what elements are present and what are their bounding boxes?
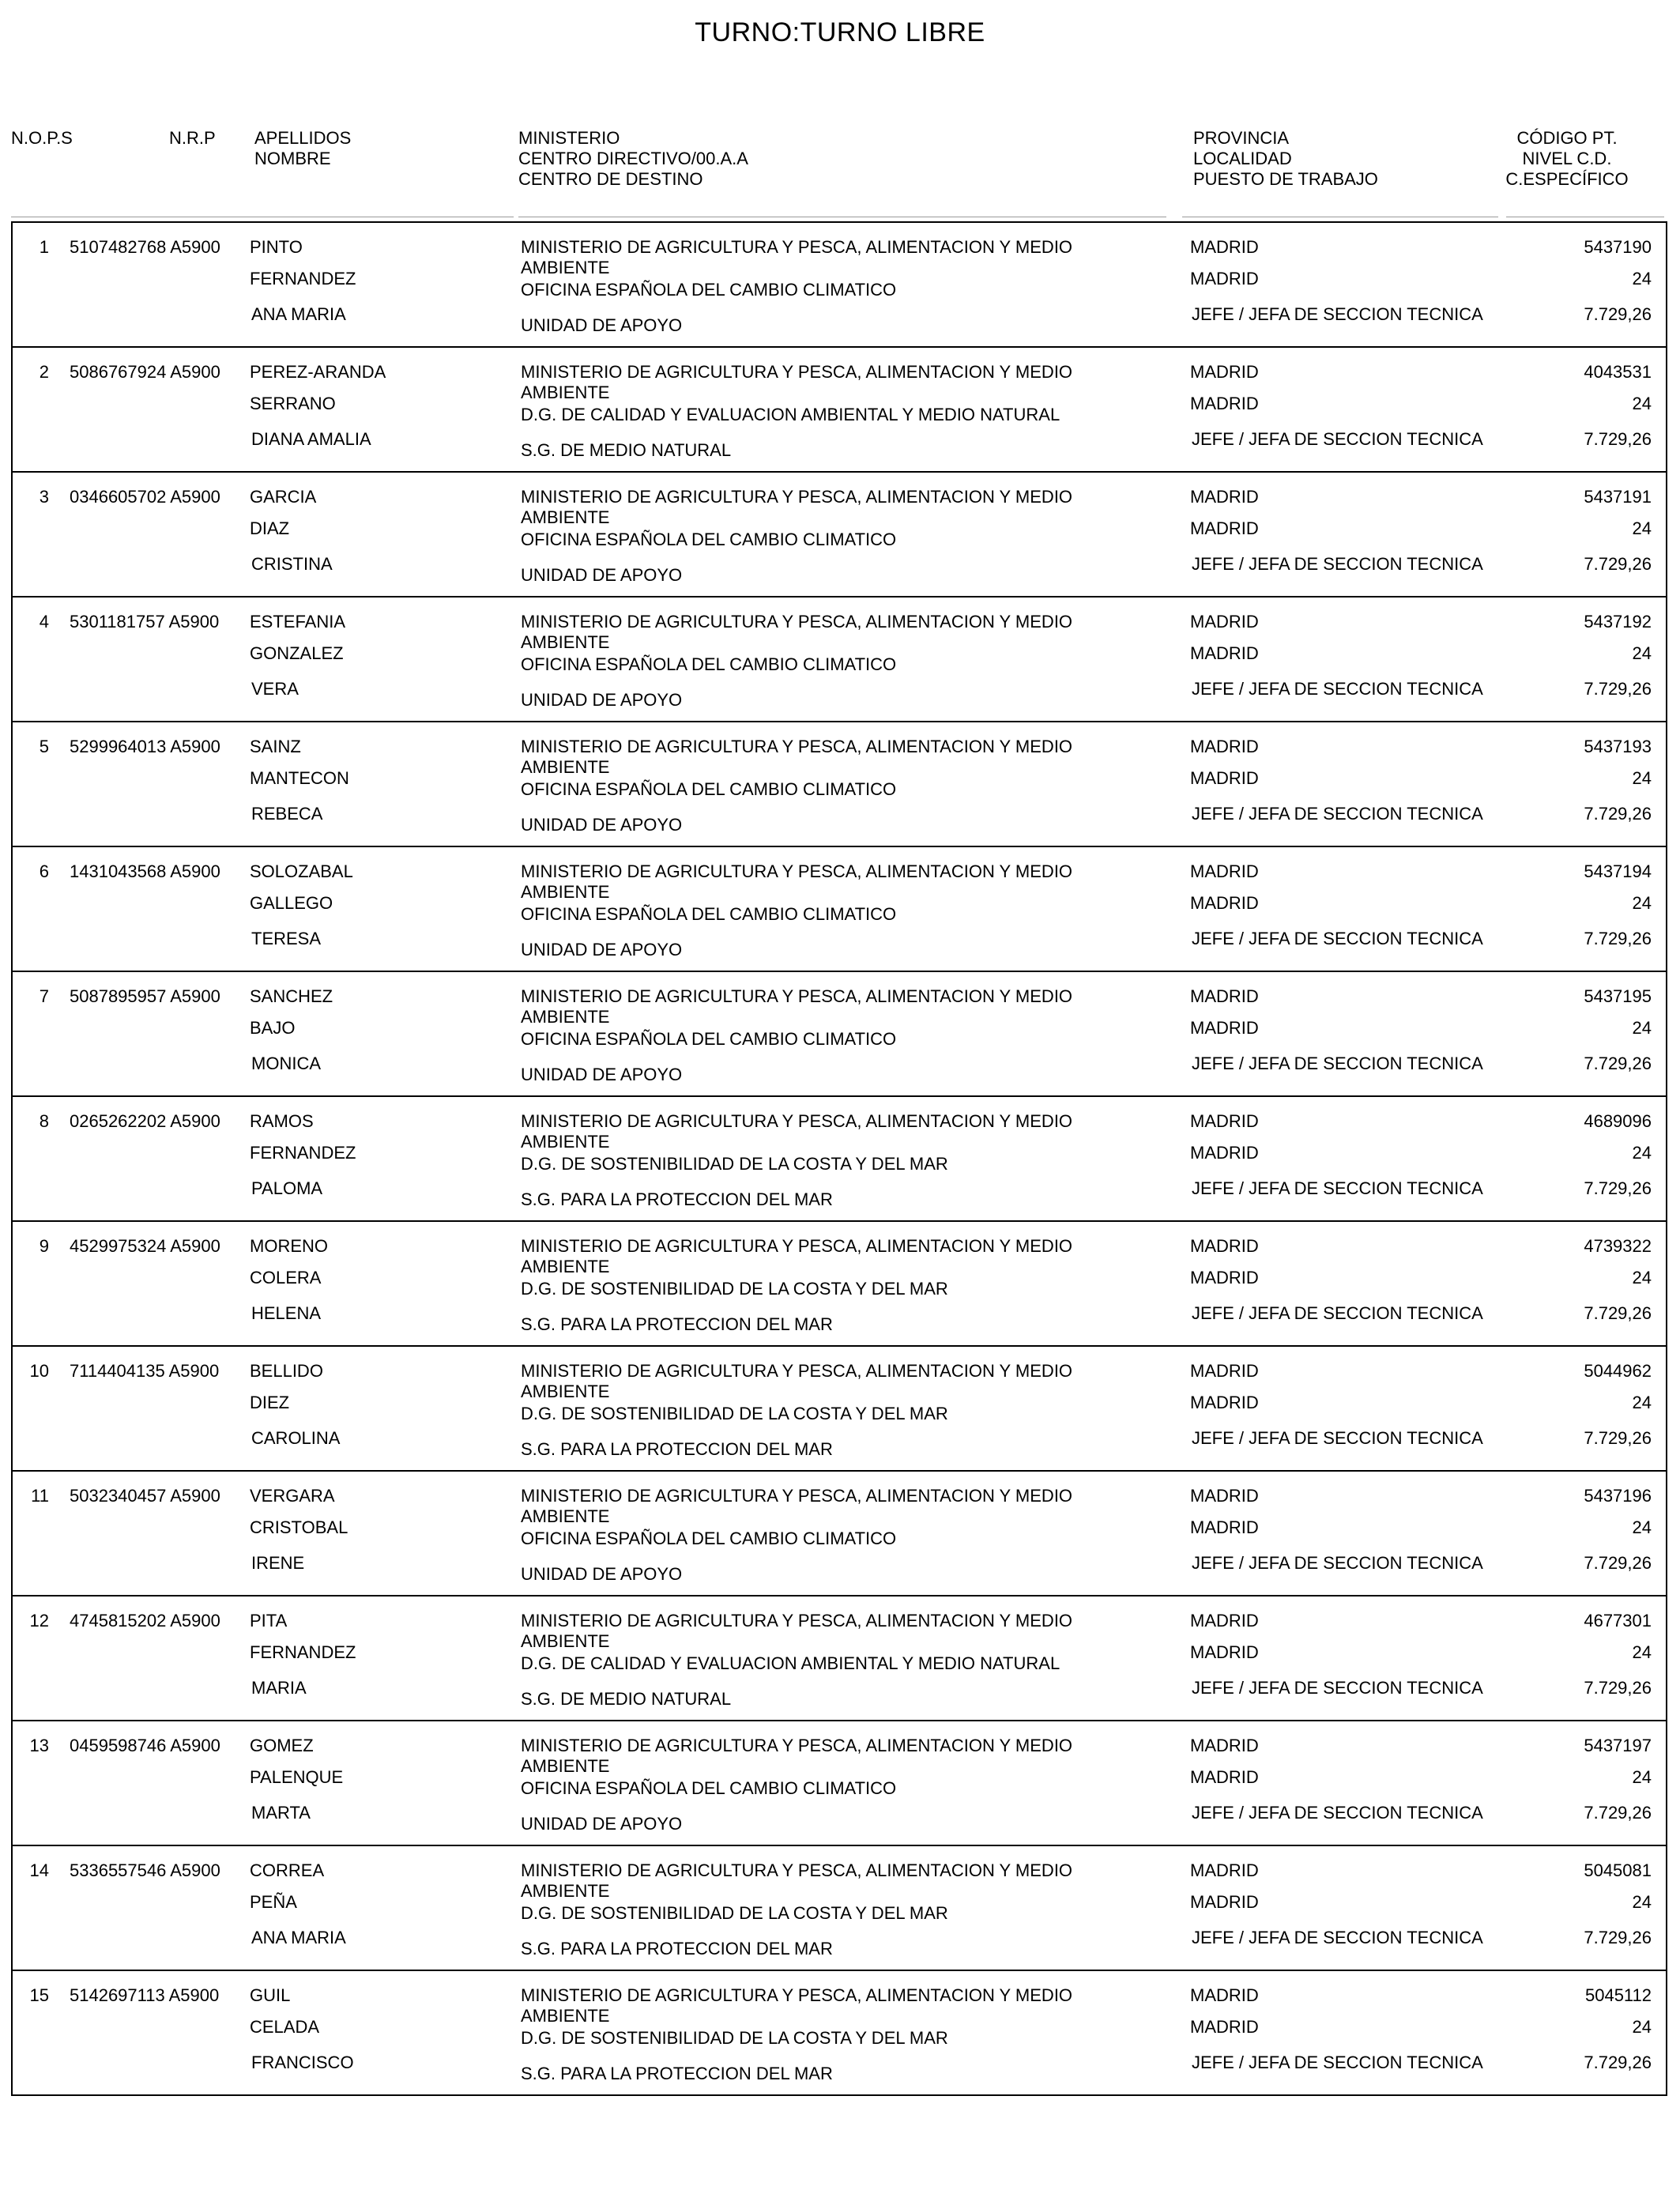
record-provincia: MADRID bbox=[1190, 1111, 1259, 1131]
record-puesto: JEFE / JEFA DE SECCION TECNICA bbox=[1192, 304, 1483, 324]
record-nrp: 4529975324 A5900 bbox=[70, 1236, 220, 1256]
record-puesto: JEFE / JEFA DE SECCION TECNICA bbox=[1192, 679, 1483, 699]
header-codigo: CÓDIGO PT. NIVEL C.D. C.ESPECÍFICO bbox=[1505, 128, 1629, 189]
record-first-name: TERESA bbox=[251, 929, 322, 948]
record-nrp: 4745815202 A5900 bbox=[70, 1611, 220, 1630]
record-ministerio-cont: AMBIENTE bbox=[521, 882, 610, 902]
record-ministerio: MINISTERIO DE AGRICULTURA Y PESCA, ALIMENTACION Y MEDIO bbox=[521, 1361, 1073, 1381]
record-provincia: MADRID bbox=[1190, 362, 1259, 382]
record-surname-1: SOLOZABAL bbox=[250, 861, 353, 881]
record-provincia: MADRID bbox=[1190, 1611, 1259, 1630]
record-provincia: MADRID bbox=[1190, 1486, 1259, 1506]
record-puesto: JEFE / JEFA DE SECCION TECNICA bbox=[1192, 929, 1483, 948]
record-row bbox=[13, 1472, 1666, 1596]
record-centro-destino: UNIDAD DE APOYO bbox=[521, 815, 683, 835]
record-number: 10 bbox=[29, 1361, 49, 1381]
record-centro-destino: UNIDAD DE APOYO bbox=[521, 565, 683, 585]
record-codigo-pt: 5437190 bbox=[1584, 237, 1652, 257]
record-centro-destino: S.G. DE MEDIO NATURAL bbox=[521, 1689, 732, 1709]
record-surname-2: BAJO bbox=[250, 1018, 296, 1038]
record-localidad: MADRID bbox=[1190, 1517, 1259, 1537]
record-nivel-cd: 24 bbox=[1632, 893, 1652, 913]
record-codigo-pt: 4739322 bbox=[1584, 1236, 1652, 1256]
record-ministerio: MINISTERIO DE AGRICULTURA Y PESCA, ALIMENTACION Y MEDIO bbox=[521, 986, 1073, 1006]
record-ministerio: MINISTERIO DE AGRICULTURA Y PESCA, ALIMENTACION Y MEDIO bbox=[521, 1736, 1073, 1755]
record-surname-2: FERNANDEZ bbox=[250, 1642, 356, 1662]
record-centro-directivo: OFICINA ESPAÑOLA DEL CAMBIO CLIMATICO bbox=[521, 1529, 897, 1548]
record-ministerio-cont: AMBIENTE bbox=[521, 258, 610, 277]
record-nivel-cd: 24 bbox=[1632, 1517, 1652, 1537]
record-codigo-pt: 4677301 bbox=[1584, 1611, 1652, 1630]
record-especifico: 7.729,26 bbox=[1584, 1303, 1652, 1323]
record-surname-2: DIAZ bbox=[250, 518, 290, 538]
record-surname-1: SANCHEZ bbox=[250, 986, 333, 1006]
record-surname-1: VERGARA bbox=[250, 1486, 335, 1506]
record-codigo-pt: 5045081 bbox=[1584, 1860, 1652, 1880]
record-puesto: JEFE / JEFA DE SECCION TECNICA bbox=[1192, 1928, 1483, 1947]
record-nrp: 0265262202 A5900 bbox=[70, 1111, 220, 1131]
record-puesto: JEFE / JEFA DE SECCION TECNICA bbox=[1192, 1678, 1483, 1698]
record-provincia: MADRID bbox=[1190, 487, 1259, 507]
record-provincia: MADRID bbox=[1190, 1736, 1259, 1755]
record-nivel-cd: 24 bbox=[1632, 394, 1652, 413]
record-puesto: JEFE / JEFA DE SECCION TECNICA bbox=[1192, 804, 1483, 824]
record-row bbox=[13, 1721, 1666, 1846]
record-centro-directivo: D.G. DE SOSTENIBILIDAD DE LA COSTA Y DEL MAR bbox=[521, 2028, 948, 2048]
record-nrp: 0459598746 A5900 bbox=[70, 1736, 220, 1755]
record-especifico: 7.729,26 bbox=[1584, 804, 1652, 824]
record-localidad: MADRID bbox=[1190, 768, 1259, 788]
record-surname-1: GARCIA bbox=[250, 487, 317, 507]
record-surname-2: CRISTOBAL bbox=[250, 1517, 348, 1537]
record-row bbox=[13, 223, 1666, 348]
record-nrp: 5142697113 A5900 bbox=[70, 1985, 220, 2005]
record-first-name: CRISTINA bbox=[251, 554, 333, 574]
record-centro-destino: UNIDAD DE APOYO bbox=[521, 1065, 683, 1084]
record-row bbox=[13, 722, 1666, 847]
record-especifico: 7.729,26 bbox=[1584, 1928, 1652, 1947]
record-localidad: MADRID bbox=[1190, 1393, 1259, 1412]
record-especifico: 7.729,26 bbox=[1584, 304, 1652, 324]
record-number: 14 bbox=[29, 1860, 49, 1880]
record-localidad: MADRID bbox=[1190, 2017, 1259, 2037]
record-surname-2: MANTECON bbox=[250, 768, 349, 788]
record-especifico: 7.729,26 bbox=[1584, 679, 1652, 699]
record-ministerio: MINISTERIO DE AGRICULTURA Y PESCA, ALIMENTACION Y MEDIO bbox=[521, 1985, 1073, 2005]
record-codigo-pt: 5045112 bbox=[1584, 1985, 1652, 2005]
record-surname-2: FERNANDEZ bbox=[250, 1143, 356, 1163]
record-centro-destino: UNIDAD DE APOYO bbox=[521, 1564, 683, 1584]
page-title: TURNO:TURNO LIBRE bbox=[695, 17, 985, 47]
record-number: 11 bbox=[31, 1486, 49, 1506]
header-provincia: PROVINCIA LOCALIDAD PUESTO DE TRABAJO bbox=[1193, 128, 1378, 189]
record-ministerio-cont: AMBIENTE bbox=[521, 507, 610, 527]
record-surname-2: GALLEGO bbox=[250, 893, 333, 913]
record-row bbox=[13, 598, 1666, 722]
record-centro-directivo: D.G. DE SOSTENIBILIDAD DE LA COSTA Y DEL MAR bbox=[521, 1154, 948, 1174]
record-ministerio-cont: AMBIENTE bbox=[521, 1257, 610, 1276]
record-localidad: MADRID bbox=[1190, 893, 1259, 913]
record-surname-2: SERRANO bbox=[250, 394, 336, 413]
record-surname-2: GONZALEZ bbox=[250, 643, 344, 663]
record-row bbox=[13, 972, 1666, 1097]
record-localidad: MADRID bbox=[1190, 269, 1259, 288]
record-row bbox=[13, 1347, 1666, 1472]
record-centro-directivo: OFICINA ESPAÑOLA DEL CAMBIO CLIMATICO bbox=[521, 1029, 897, 1049]
record-number: 4 bbox=[39, 612, 49, 631]
record-nivel-cd: 24 bbox=[1632, 643, 1652, 663]
record-row bbox=[13, 847, 1666, 972]
record-puesto: JEFE / JEFA DE SECCION TECNICA bbox=[1192, 1054, 1483, 1073]
record-number: 3 bbox=[39, 487, 49, 507]
record-especifico: 7.729,26 bbox=[1584, 1054, 1652, 1073]
record-especifico: 7.729,26 bbox=[1584, 554, 1652, 574]
record-row bbox=[13, 1971, 1666, 2094]
record-especifico: 7.729,26 bbox=[1584, 1428, 1652, 1448]
record-especifico: 7.729,26 bbox=[1584, 1553, 1652, 1573]
record-number: 2 bbox=[39, 362, 49, 382]
record-especifico: 7.729,26 bbox=[1584, 1678, 1652, 1698]
record-nrp: 0346605702 A5900 bbox=[70, 487, 220, 507]
record-number: 15 bbox=[29, 1985, 49, 2005]
record-ministerio: MINISTERIO DE AGRICULTURA Y PESCA, ALIMENTACION Y MEDIO bbox=[521, 1111, 1073, 1131]
record-ministerio-cont: AMBIENTE bbox=[521, 1881, 610, 1901]
record-centro-directivo: OFICINA ESPAÑOLA DEL CAMBIO CLIMATICO bbox=[521, 1778, 897, 1798]
header-nrp: N.R.P bbox=[169, 128, 216, 148]
record-provincia: MADRID bbox=[1190, 986, 1259, 1006]
record-puesto: JEFE / JEFA DE SECCION TECNICA bbox=[1192, 554, 1483, 574]
record-provincia: MADRID bbox=[1190, 237, 1259, 257]
record-number: 9 bbox=[39, 1236, 49, 1256]
record-ministerio: MINISTERIO DE AGRICULTURA Y PESCA, ALIMENTACION Y MEDIO bbox=[521, 487, 1073, 507]
record-localidad: MADRID bbox=[1190, 518, 1259, 538]
record-centro-directivo: OFICINA ESPAÑOLA DEL CAMBIO CLIMATICO bbox=[521, 904, 897, 924]
record-centro-destino: UNIDAD DE APOYO bbox=[521, 690, 683, 710]
record-ministerio-cont: AMBIENTE bbox=[521, 1007, 610, 1027]
record-puesto: JEFE / JEFA DE SECCION TECNICA bbox=[1192, 1553, 1483, 1573]
record-puesto: JEFE / JEFA DE SECCION TECNICA bbox=[1192, 1428, 1483, 1448]
record-provincia: MADRID bbox=[1190, 1361, 1259, 1381]
record-centro-directivo: OFICINA ESPAÑOLA DEL CAMBIO CLIMATICO bbox=[521, 654, 897, 674]
record-provincia: MADRID bbox=[1190, 1860, 1259, 1880]
record-nrp: 5087895957 A5900 bbox=[70, 986, 220, 1006]
record-nivel-cd: 24 bbox=[1632, 1642, 1652, 1662]
record-centro-destino: UNIDAD DE APOYO bbox=[521, 1814, 683, 1834]
record-number: 7 bbox=[39, 986, 49, 1006]
record-surname-1: RAMOS bbox=[250, 1111, 314, 1131]
record-centro-destino: S.G. PARA LA PROTECCION DEL MAR bbox=[521, 1439, 833, 1459]
record-ministerio-cont: AMBIENTE bbox=[521, 1631, 610, 1651]
record-centro-directivo: OFICINA ESPAÑOLA DEL CAMBIO CLIMATICO bbox=[521, 779, 897, 799]
record-first-name: ANA MARIA bbox=[251, 1928, 346, 1947]
record-localidad: MADRID bbox=[1190, 1892, 1259, 1912]
record-row bbox=[13, 1222, 1666, 1347]
record-row bbox=[13, 473, 1666, 598]
record-codigo-pt: 5437196 bbox=[1584, 1486, 1652, 1506]
record-number: 8 bbox=[39, 1111, 49, 1131]
record-row bbox=[13, 1097, 1666, 1222]
record-surname-1: GOMEZ bbox=[250, 1736, 314, 1755]
record-nivel-cd: 24 bbox=[1632, 1268, 1652, 1287]
record-nrp: 5032340457 A5900 bbox=[70, 1486, 220, 1506]
header-nops: N.O.P.S bbox=[11, 128, 73, 148]
record-surname-2: DIEZ bbox=[250, 1393, 290, 1412]
record-centro-directivo: D.G. DE CALIDAD Y EVALUACION AMBIENTAL Y MEDIO NATURAL bbox=[521, 1653, 1060, 1673]
record-codigo-pt: 5437193 bbox=[1584, 737, 1652, 756]
record-centro-destino: S.G. PARA LA PROTECCION DEL MAR bbox=[521, 1939, 833, 1958]
record-especifico: 7.729,26 bbox=[1584, 2053, 1652, 2072]
record-centro-directivo: D.G. DE SOSTENIBILIDAD DE LA COSTA Y DEL MAR bbox=[521, 1404, 948, 1423]
record-puesto: JEFE / JEFA DE SECCION TECNICA bbox=[1192, 1178, 1483, 1198]
record-surname-1: PITA bbox=[250, 1611, 288, 1630]
record-row bbox=[13, 1596, 1666, 1721]
record-localidad: MADRID bbox=[1190, 1268, 1259, 1287]
record-ministerio-cont: AMBIENTE bbox=[521, 1756, 610, 1776]
record-provincia: MADRID bbox=[1190, 1985, 1259, 2005]
record-provincia: MADRID bbox=[1190, 861, 1259, 881]
record-first-name: MARTA bbox=[251, 1803, 311, 1823]
record-ministerio: MINISTERIO DE AGRICULTURA Y PESCA, ALIMENTACION Y MEDIO bbox=[521, 237, 1073, 257]
record-row bbox=[13, 348, 1666, 473]
record-codigo-pt: 4689096 bbox=[1584, 1111, 1652, 1131]
record-centro-destino: UNIDAD DE APOYO bbox=[521, 940, 683, 959]
record-first-name: REBECA bbox=[251, 804, 323, 824]
record-ministerio: MINISTERIO DE AGRICULTURA Y PESCA, ALIMENTACION Y MEDIO bbox=[521, 1611, 1073, 1630]
record-centro-destino: S.G. PARA LA PROTECCION DEL MAR bbox=[521, 2064, 833, 2083]
record-nivel-cd: 24 bbox=[1632, 518, 1652, 538]
record-nrp: 5086767924 A5900 bbox=[70, 362, 220, 382]
record-especifico: 7.729,26 bbox=[1584, 1803, 1652, 1823]
record-first-name: VERA bbox=[251, 679, 299, 699]
record-ministerio-cont: AMBIENTE bbox=[521, 383, 610, 402]
record-first-name: FRANCISCO bbox=[251, 2053, 354, 2072]
record-surname-2: PEÑA bbox=[250, 1892, 297, 1912]
record-ministerio-cont: AMBIENTE bbox=[521, 2006, 610, 2026]
record-localidad: MADRID bbox=[1190, 1143, 1259, 1163]
record-ministerio: MINISTERIO DE AGRICULTURA Y PESCA, ALIMENTACION Y MEDIO bbox=[521, 861, 1073, 881]
record-nrp: 7114404135 A5900 bbox=[70, 1361, 220, 1381]
record-surname-1: PINTO bbox=[250, 237, 303, 257]
record-ministerio: MINISTERIO DE AGRICULTURA Y PESCA, ALIMENTACION Y MEDIO bbox=[521, 737, 1073, 756]
record-ministerio-cont: AMBIENTE bbox=[521, 1382, 610, 1401]
record-codigo-pt: 5437197 bbox=[1584, 1736, 1652, 1755]
record-surname-2: FERNANDEZ bbox=[250, 269, 356, 288]
record-surname-1: PEREZ-ARANDA bbox=[250, 362, 386, 382]
record-nivel-cd: 24 bbox=[1632, 269, 1652, 288]
record-localidad: MADRID bbox=[1190, 1018, 1259, 1038]
record-provincia: MADRID bbox=[1190, 737, 1259, 756]
record-first-name: HELENA bbox=[251, 1303, 322, 1323]
record-surname-1: SAINZ bbox=[250, 737, 301, 756]
record-ministerio: MINISTERIO DE AGRICULTURA Y PESCA, ALIMENTACION Y MEDIO bbox=[521, 1236, 1073, 1256]
record-ministerio: MINISTERIO DE AGRICULTURA Y PESCA, ALIMENTACION Y MEDIO bbox=[521, 1860, 1073, 1880]
record-ministerio-cont: AMBIENTE bbox=[521, 757, 610, 777]
record-surname-2: CELADA bbox=[250, 2017, 320, 2037]
record-number: 6 bbox=[39, 861, 49, 881]
record-puesto: JEFE / JEFA DE SECCION TECNICA bbox=[1192, 1303, 1483, 1323]
header-apellidos: APELLIDOS NOMBRE bbox=[254, 128, 352, 168]
record-codigo-pt: 5437195 bbox=[1584, 986, 1652, 1006]
record-centro-destino: S.G. DE MEDIO NATURAL bbox=[521, 440, 732, 460]
record-surname-1: CORREA bbox=[250, 1860, 325, 1880]
record-nivel-cd: 24 bbox=[1632, 1892, 1652, 1912]
record-ministerio: MINISTERIO DE AGRICULTURA Y PESCA, ALIMENTACION Y MEDIO bbox=[521, 1486, 1073, 1506]
record-localidad: MADRID bbox=[1190, 1642, 1259, 1662]
record-centro-directivo: D.G. DE SOSTENIBILIDAD DE LA COSTA Y DEL MAR bbox=[521, 1279, 948, 1299]
record-especifico: 7.729,26 bbox=[1584, 1178, 1652, 1198]
records-list bbox=[11, 221, 1667, 2096]
record-surname-2: PALENQUE bbox=[250, 1767, 344, 1787]
record-codigo-pt: 4043531 bbox=[1584, 362, 1652, 382]
record-ministerio: MINISTERIO DE AGRICULTURA Y PESCA, ALIMENTACION Y MEDIO bbox=[521, 362, 1073, 382]
record-localidad: MADRID bbox=[1190, 643, 1259, 663]
record-ministerio-cont: AMBIENTE bbox=[521, 632, 610, 652]
record-first-name: ANA MARIA bbox=[251, 304, 346, 324]
record-nivel-cd: 24 bbox=[1632, 1018, 1652, 1038]
record-nrp: 1431043568 A5900 bbox=[70, 861, 220, 881]
header-ministerio: MINISTERIO CENTRO DIRECTIVO/00.A.A CENTRO DE DESTINO bbox=[518, 128, 748, 189]
record-surname-1: MORENO bbox=[250, 1236, 328, 1256]
record-centro-destino: UNIDAD DE APOYO bbox=[521, 315, 683, 335]
record-codigo-pt: 5437194 bbox=[1584, 861, 1652, 881]
record-number: 13 bbox=[29, 1736, 49, 1755]
record-nivel-cd: 24 bbox=[1632, 1143, 1652, 1163]
record-ministerio-cont: AMBIENTE bbox=[521, 1132, 610, 1152]
record-first-name: MARIA bbox=[251, 1678, 307, 1698]
record-centro-destino: S.G. PARA LA PROTECCION DEL MAR bbox=[521, 1189, 833, 1209]
record-first-name: PALOMA bbox=[251, 1178, 323, 1198]
record-codigo-pt: 5437191 bbox=[1584, 487, 1652, 507]
record-first-name: MONICA bbox=[251, 1054, 321, 1073]
record-centro-directivo: OFICINA ESPAÑOLA DEL CAMBIO CLIMATICO bbox=[521, 530, 897, 549]
record-especifico: 7.729,26 bbox=[1584, 429, 1652, 449]
record-nrp: 5301181757 A5900 bbox=[70, 612, 220, 631]
record-centro-directivo: D.G. DE SOSTENIBILIDAD DE LA COSTA Y DEL MAR bbox=[521, 1903, 948, 1923]
record-puesto: JEFE / JEFA DE SECCION TECNICA bbox=[1192, 1803, 1483, 1823]
record-especifico: 7.729,26 bbox=[1584, 929, 1652, 948]
record-localidad: MADRID bbox=[1190, 394, 1259, 413]
record-centro-directivo: D.G. DE CALIDAD Y EVALUACION AMBIENTAL Y MEDIO NATURAL bbox=[521, 405, 1060, 424]
record-row bbox=[13, 1846, 1666, 1971]
record-nrp: 5336557546 A5900 bbox=[70, 1860, 220, 1880]
record-nivel-cd: 24 bbox=[1632, 768, 1652, 788]
record-puesto: JEFE / JEFA DE SECCION TECNICA bbox=[1192, 429, 1483, 449]
record-codigo-pt: 5044962 bbox=[1584, 1361, 1652, 1381]
record-codigo-pt: 5437192 bbox=[1584, 612, 1652, 631]
record-nivel-cd: 24 bbox=[1632, 2017, 1652, 2037]
record-puesto: JEFE / JEFA DE SECCION TECNICA bbox=[1192, 2053, 1483, 2072]
record-surname-1: BELLIDO bbox=[250, 1361, 323, 1381]
record-number: 12 bbox=[29, 1611, 49, 1630]
record-first-name: CAROLINA bbox=[251, 1428, 341, 1448]
record-localidad: MADRID bbox=[1190, 1767, 1259, 1787]
record-centro-directivo: OFICINA ESPAÑOLA DEL CAMBIO CLIMATICO bbox=[521, 280, 897, 300]
record-surname-2: COLERA bbox=[250, 1268, 322, 1287]
record-number: 1 bbox=[39, 237, 49, 257]
record-nivel-cd: 24 bbox=[1632, 1393, 1652, 1412]
record-surname-1: GUIL bbox=[250, 1985, 291, 2005]
record-provincia: MADRID bbox=[1190, 1236, 1259, 1256]
record-nrp: 5299964013 A5900 bbox=[70, 737, 220, 756]
record-nivel-cd: 24 bbox=[1632, 1767, 1652, 1787]
record-provincia: MADRID bbox=[1190, 612, 1259, 631]
record-number: 5 bbox=[39, 737, 49, 756]
record-ministerio: MINISTERIO DE AGRICULTURA Y PESCA, ALIMENTACION Y MEDIO bbox=[521, 612, 1073, 631]
record-ministerio-cont: AMBIENTE bbox=[521, 1506, 610, 1526]
record-first-name: DIANA AMALIA bbox=[251, 429, 371, 449]
record-surname-1: ESTEFANIA bbox=[250, 612, 346, 631]
record-centro-destino: S.G. PARA LA PROTECCION DEL MAR bbox=[521, 1314, 833, 1334]
record-nrp: 5107482768 A5900 bbox=[70, 237, 220, 257]
record-first-name: IRENE bbox=[251, 1553, 305, 1573]
